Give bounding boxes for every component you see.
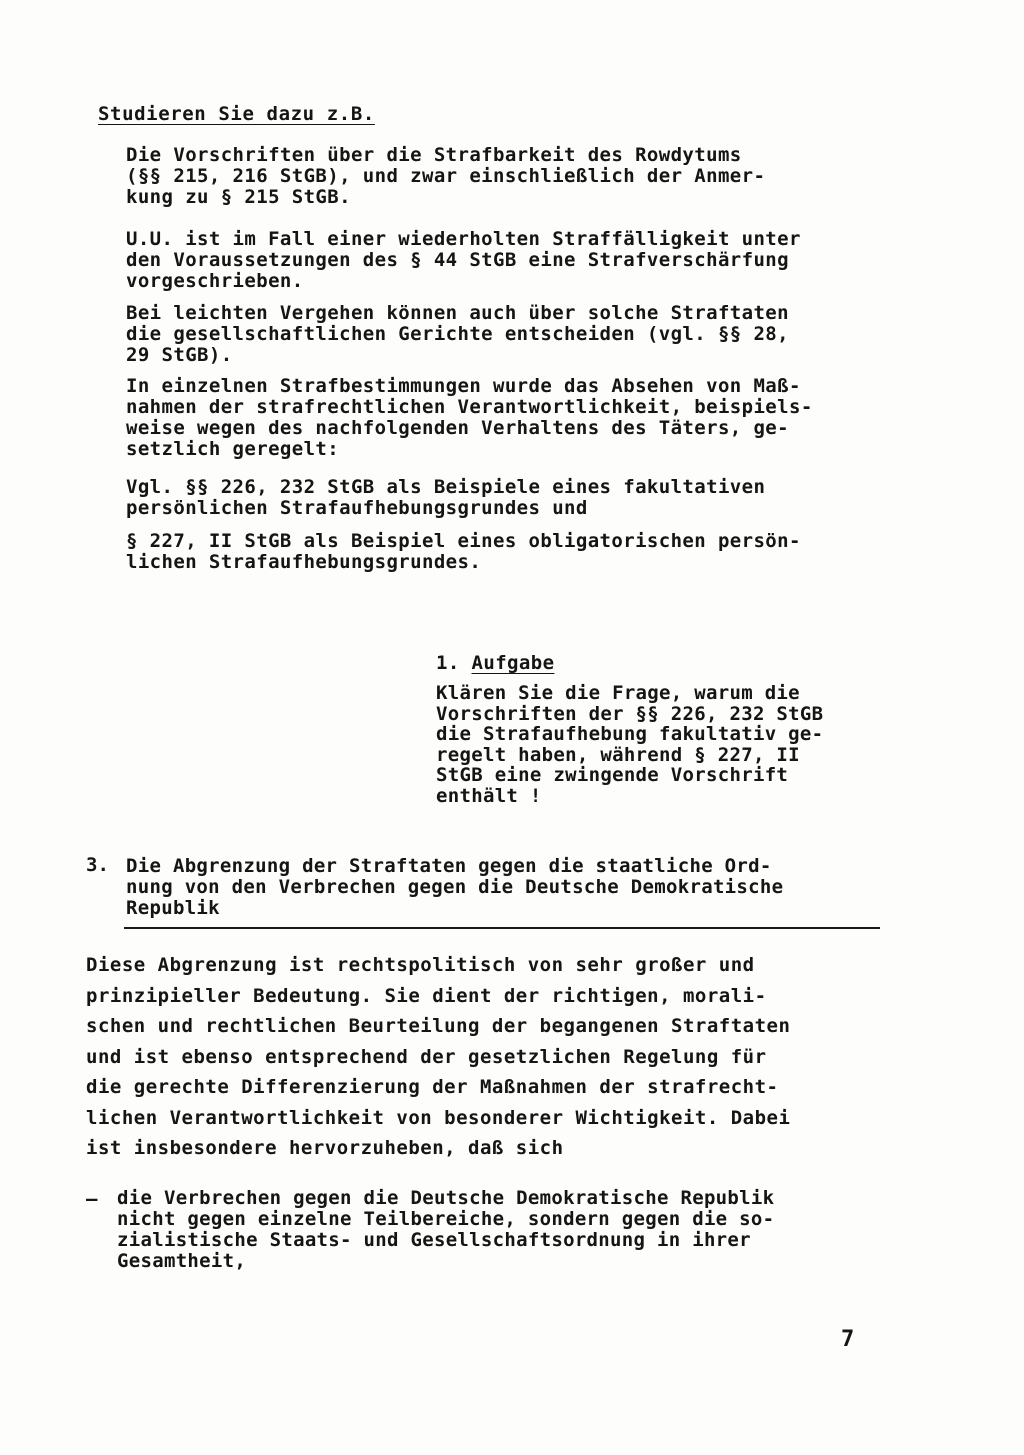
paragraph-fakultativ: Vgl. §§ 226, 232 StGB als Beispiele eines fakultativen persönlichen Strafaufhebungsgrundes und [126, 476, 766, 519]
task-heading [436, 652, 554, 674]
paragraph-gerichte: Bei leichten Vergehen können auch über solche Straftaten die gesellschaftlichen Gerichte entscheiden (vgl. §§ 28, 29 StGB). [126, 302, 789, 366]
section-number: 3. [86, 854, 109, 876]
section-title: Die Abgrenzung der Straftaten gegen die staatliche Ord- nung von den Verbrechen gegen die Deutsche Demokratische Republik [126, 855, 784, 919]
paragraph-straffaelligkeit: U.U. ist im Fall einer wiederholten Straffälligkeit unter den Voraussetzungen des § 44 StGB eine Strafverschärfung vorgeschrieben. [126, 228, 801, 292]
bullet-marker: – [86, 1188, 98, 1210]
page-number: 7 [841, 1327, 855, 1352]
section-title-rule [124, 927, 880, 929]
task-title: Aufgabe [471, 652, 555, 674]
heading: Studieren Sie dazu z.B. [98, 103, 375, 125]
body-paragraph: Diese Abgrenzung ist rechtspolitisch von sehr großer und prinzipieller Bedeutung. Sie dient der richtigen, morali- schen und rechtlichen Beurteilung der begangenen Straftaten und ist ebenso entsprechend der gesetzlichen Regelung für die gerechte Differenzierung der Maßnahmen der strafrecht- lichen Verantwortlichkeit von besonderer Wichtigkeit. Dabei ist insbesondere hervorzuheben, daß sich [86, 954, 791, 1159]
paragraph-obligatorisch: § 227, II StGB als Beispiel eines obligatorischen persön- lichen Strafaufhebungsgrundes. [126, 530, 801, 573]
paragraph-strafbestimmungen: In einzelnen Strafbestimmungen wurde das Absehen von Maß- nahmen der strafrechtlichen Verantwortlichkeit, beispiels- weise wegen des nachfolgenden Verhaltens des Täters, ge- setzlich geregelt: [126, 375, 813, 460]
bullet-text: die Verbrechen gegen die Deutsche Demokratische Republik nicht gegen einzelne Teilbereiche, sondern gegen die so- zialistische Staats- und Gesellschaftsordnung in ihrer Gesamtheit, [117, 1187, 775, 1272]
paragraph-rowdytum: Die Vorschriften über die Strafbarkeit des Rowdytums (§§ 215, 216 StGB), und zwar einschließlich der Anmer- kung zu § 215 StGB. [126, 144, 766, 208]
task-text: Klären Sie die Frage, warum die Vorschriften der §§ 226, 232 StGB die Strafaufhebung fakultativ ge- regelt haben, während § 227, II StGB eine zwingende Vorschrift enthält ! [436, 682, 824, 807]
task-number: 1. [436, 652, 460, 674]
